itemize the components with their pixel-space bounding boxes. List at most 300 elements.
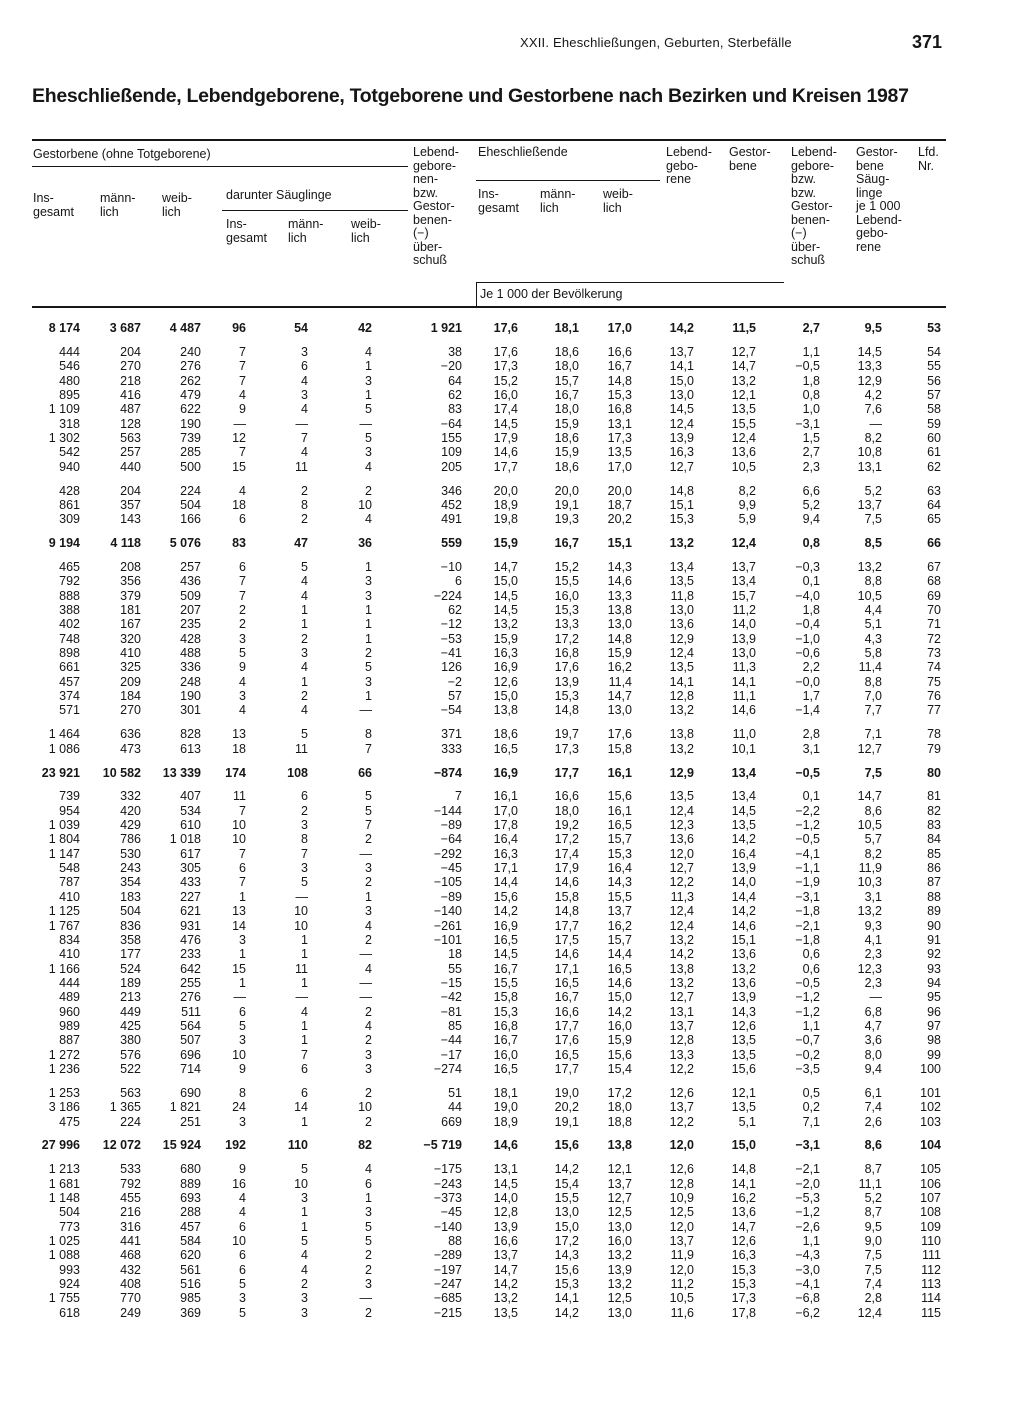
cell-lfd-nr: 54 <box>927 344 941 359</box>
cell-saeuglinge-rate: 12,3 <box>857 961 882 976</box>
cell-lg-ueberschuss-rate: −4,1 <box>795 846 820 861</box>
cell-sg-insgesamt: — <box>233 416 246 431</box>
cell-maennlich: 270 <box>120 703 141 718</box>
cell-sg-insgesamt: 10 <box>232 832 246 847</box>
cell-e-insgesamt: 16,1 <box>493 789 518 804</box>
cell-maennlich: 358 <box>120 932 141 947</box>
cell-lebendgeborene-rate: 14,1 <box>669 674 694 689</box>
cell-saeuglinge-rate: 13,2 <box>857 904 882 919</box>
cell-lfd-nr: 95 <box>927 990 941 1005</box>
cell-sg-maennlich: 4 <box>301 1004 308 1019</box>
cell-lg-ueberschuss: −45 <box>440 861 462 876</box>
cell-lebendgeborene-rate: 12,8 <box>669 1176 694 1191</box>
cell-sg-insgesamt: 14 <box>232 918 246 933</box>
cell-lg-ueberschuss: 18 <box>448 947 462 962</box>
cell-gestorbene-rate: 15,3 <box>731 1277 756 1291</box>
cell-gestorbene-rate: 13,9 <box>731 990 756 1005</box>
cell-saeuglinge-rate: 4,4 <box>864 603 882 617</box>
cell-e-insgesamt: 17,6 <box>493 321 518 335</box>
cell-lg-ueberschuss: −12 <box>440 617 462 632</box>
cell-sg-insgesamt: 6 <box>239 512 246 527</box>
cell-maennlich: 167 <box>120 617 141 632</box>
cell-insgesamt: 834 <box>59 932 80 947</box>
cell-e-weiblich: 15,5 <box>607 889 632 904</box>
cell-e-weiblich: 16,2 <box>607 660 632 675</box>
cell-e-maennlich: 15,2 <box>554 559 579 574</box>
cell-e-maennlich: 18,1 <box>554 321 579 335</box>
cell-lg-ueberschuss-rate: −1,8 <box>795 904 820 919</box>
cell-e-maennlich: 14,2 <box>554 1162 579 1177</box>
cell-lg-ueberschuss: −261 <box>433 918 462 933</box>
cell-lg-ueberschuss-rate: −2,2 <box>795 803 820 818</box>
cell-lg-ueberschuss: 7 <box>455 789 462 804</box>
cell-lebendgeborene-rate: 13,0 <box>669 387 694 402</box>
cell-sg-maennlich: 5 <box>301 1162 308 1177</box>
cell-e-insgesamt: 16,9 <box>493 765 518 780</box>
cell-lg-ueberschuss: 55 <box>448 961 462 976</box>
cell-insgesamt: 1 213 <box>48 1162 80 1177</box>
cell-lg-ueberschuss: −274 <box>433 1062 462 1076</box>
cell-sg-weiblich: 2 <box>365 932 372 947</box>
cell-saeuglinge-rate: 4,1 <box>864 932 882 947</box>
cell-sg-insgesamt: 12 <box>232 431 246 445</box>
cell-lg-ueberschuss: −243 <box>433 1176 462 1191</box>
cell-saeuglinge-rate: 7,4 <box>864 1100 882 1115</box>
cell-lebendgeborene-rate: 13,7 <box>669 1100 694 1115</box>
cell-weiblich: 504 <box>180 497 201 512</box>
cell-e-maennlich: 15,3 <box>554 689 579 704</box>
cell-sg-weiblich: 4 <box>365 512 372 527</box>
cell-e-insgesamt: 14,6 <box>493 445 518 460</box>
cell-e-weiblich: 14,2 <box>607 1004 632 1019</box>
cell-lg-ueberschuss: −45 <box>440 1205 462 1220</box>
cell-e-weiblich: 13,7 <box>607 904 632 919</box>
cell-sg-maennlich: 4 <box>301 1262 308 1277</box>
cell-gestorbene-rate: 13,0 <box>731 646 756 660</box>
cell-e-insgesamt: 14,5 <box>493 588 518 603</box>
cell-lebendgeborene-rate: 12,6 <box>669 1162 694 1177</box>
cell-lfd-nr: 61 <box>927 445 941 460</box>
cell-sg-insgesamt: 11 <box>233 789 246 804</box>
cell-lg-ueberschuss-rate: −0,5 <box>795 832 820 847</box>
cell-saeuglinge-rate: 14,7 <box>857 789 882 804</box>
cell-e-maennlich: 15,9 <box>554 416 579 431</box>
cell-gestorbene-rate: 15,1 <box>731 932 756 947</box>
cell-e-insgesamt: 13,8 <box>493 703 518 718</box>
cell-e-weiblich: 13,0 <box>607 703 632 718</box>
cell-lg-ueberschuss: 51 <box>448 1085 462 1100</box>
cell-lg-ueberschuss: 155 <box>441 431 462 445</box>
cell-sg-weiblich: 3 <box>365 1277 372 1291</box>
cell-e-maennlich: 15,6 <box>554 1138 579 1153</box>
cell-lg-ueberschuss: −140 <box>433 1219 462 1234</box>
cell-maennlich: 183 <box>120 889 141 904</box>
cell-e-weiblich: 16,2 <box>607 918 632 933</box>
cell-saeuglinge-rate: 8,6 <box>864 1138 882 1153</box>
cell-saeuglinge-rate: 13,3 <box>857 359 882 374</box>
cell-e-maennlich: 14,6 <box>554 875 579 890</box>
cell-insgesamt: 1 147 <box>48 846 80 861</box>
cell-gestorbene-rate: 13,5 <box>731 402 756 417</box>
cell-e-maennlich: 15,8 <box>554 889 579 904</box>
cell-sg-insgesamt: 83 <box>232 536 246 551</box>
cell-sg-insgesamt: 7 <box>239 846 246 861</box>
cell-insgesamt: 444 <box>59 344 80 359</box>
cell-lebendgeborene-rate: 14,2 <box>669 947 694 962</box>
cell-lg-ueberschuss-rate: 0,6 <box>802 961 820 976</box>
cell-insgesamt: 960 <box>59 1004 80 1019</box>
cell-e-insgesamt: 13,2 <box>493 617 518 632</box>
cell-saeuglinge-rate: 3,1 <box>864 889 882 904</box>
cell-e-insgesamt: 17,8 <box>493 818 518 832</box>
cell-saeuglinge-rate: 8,2 <box>864 431 882 445</box>
cell-insgesamt: 1 236 <box>48 1062 80 1076</box>
cell-e-weiblich: 17,0 <box>607 459 632 474</box>
cell-e-weiblich: 15,4 <box>607 1062 632 1076</box>
cell-e-weiblich: 14,4 <box>607 947 632 962</box>
cell-lg-ueberschuss-rate: 1,1 <box>802 1018 820 1033</box>
cell-insgesamt: 661 <box>59 660 80 675</box>
cell-maennlich: 243 <box>120 861 141 876</box>
cell-gestorbene-rate: 16,3 <box>731 1248 756 1263</box>
cell-e-maennlich: 20,0 <box>554 483 579 498</box>
cell-maennlich: 468 <box>120 1248 141 1263</box>
cell-insgesamt: 940 <box>59 459 80 474</box>
cell-sg-weiblich: 8 <box>365 727 372 742</box>
cell-insgesamt: 618 <box>59 1305 80 1320</box>
cell-weiblich: 428 <box>180 631 201 646</box>
cell-weiblich: 617 <box>180 846 201 861</box>
cell-sg-insgesamt: 13 <box>232 727 246 742</box>
cell-lfd-nr: 67 <box>927 559 941 574</box>
cell-weiblich: 561 <box>180 1262 201 1277</box>
cell-gestorbene-rate: 14,1 <box>731 674 756 689</box>
saeuglinge-underline <box>222 210 408 211</box>
cell-gestorbene-rate: 13,7 <box>731 559 756 574</box>
cell-sg-insgesamt: 1 <box>239 975 246 990</box>
cell-lg-ueberschuss-rate: −0,2 <box>795 1047 820 1062</box>
cell-lfd-nr: 93 <box>927 961 941 976</box>
cell-e-insgesamt: 14,7 <box>493 559 518 574</box>
cell-e-insgesamt: 14,4 <box>493 875 518 890</box>
cell-lg-ueberschuss-rate: 0,1 <box>802 789 820 804</box>
cell-lebendgeborene-rate: 12,8 <box>669 689 694 704</box>
cell-sg-insgesamt: 9 <box>239 1062 246 1076</box>
cell-weiblich: 620 <box>180 1248 201 1263</box>
cell-lg-ueberschuss-rate: 2,2 <box>802 660 820 675</box>
cell-lebendgeborene-rate: 13,6 <box>669 832 694 847</box>
cell-e-maennlich: 16,0 <box>554 588 579 603</box>
cell-lg-ueberschuss: 669 <box>441 1114 462 1129</box>
cell-lg-ueberschuss: −175 <box>433 1162 462 1177</box>
cell-saeuglinge-rate: 7,0 <box>864 689 882 704</box>
cell-maennlich: 12 072 <box>102 1138 141 1153</box>
cell-lfd-nr: 83 <box>927 818 941 832</box>
cell-lg-ueberschuss: 452 <box>441 497 462 512</box>
header-lfd-nr: Lfd. Nr. <box>918 145 939 173</box>
cell-weiblich: 680 <box>180 1162 201 1177</box>
cell-e-weiblich: 17,3 <box>607 431 632 445</box>
cell-sg-insgesamt: 15 <box>232 961 246 976</box>
cell-gestorbene-rate: 13,9 <box>731 861 756 876</box>
cell-sg-insgesamt: 8 <box>239 1085 246 1100</box>
cell-e-insgesamt: 14,5 <box>493 603 518 617</box>
cell-lebendgeborene-rate: 13,7 <box>669 1233 694 1248</box>
cell-e-insgesamt: 16,4 <box>493 832 518 847</box>
cell-lg-ueberschuss: −89 <box>440 818 462 832</box>
cell-e-maennlich: 15,5 <box>554 1190 579 1205</box>
cell-sg-maennlich: 1 <box>301 975 308 990</box>
cell-lg-ueberschuss-rate: −1,9 <box>795 875 820 890</box>
cell-saeuglinge-rate: 2,3 <box>864 947 882 962</box>
cell-lg-ueberschuss-rate: −2,6 <box>795 1219 820 1234</box>
cell-e-maennlich: 16,7 <box>554 387 579 402</box>
cell-lg-ueberschuss: 371 <box>441 727 462 742</box>
cell-lg-ueberschuss-rate: 1,5 <box>802 431 820 445</box>
cell-weiblich: 509 <box>180 588 201 603</box>
cell-e-weiblich: 16,7 <box>607 359 632 374</box>
cell-lg-ueberschuss-rate: 7,1 <box>802 1114 820 1129</box>
cell-maennlich: 636 <box>120 727 141 742</box>
cell-e-maennlich: 17,4 <box>554 846 579 861</box>
cell-lg-ueberschuss: −53 <box>440 631 462 646</box>
cell-sg-insgesamt: 18 <box>232 741 246 756</box>
cell-insgesamt: 993 <box>59 1262 80 1277</box>
cell-sg-maennlich: 10 <box>294 904 308 919</box>
cell-sg-maennlich: 3 <box>301 344 308 359</box>
cell-e-insgesamt: 14,5 <box>493 1176 518 1191</box>
cell-e-weiblich: 15,9 <box>607 1033 632 1048</box>
cell-sg-weiblich: — <box>359 947 372 962</box>
cell-insgesamt: 1 088 <box>48 1248 80 1263</box>
cell-e-maennlich: 20,2 <box>554 1100 579 1115</box>
cell-weiblich: 1 018 <box>169 832 201 847</box>
cell-insgesamt: 457 <box>59 674 80 689</box>
cell-e-maennlich: 16,7 <box>554 536 579 551</box>
page-title: Eheschließende, Lebendgeborene, Totgeborene und Gestorbene nach Bezirken und Kreisen 1987 <box>32 85 909 107</box>
header-top-rule <box>32 139 946 141</box>
cell-saeuglinge-rate: 7,5 <box>864 1262 882 1277</box>
cell-lg-ueberschuss: −140 <box>433 904 462 919</box>
cell-sg-insgesamt: 7 <box>239 803 246 818</box>
cell-maennlich: 429 <box>120 818 141 832</box>
cell-e-weiblich: 18,7 <box>607 497 632 512</box>
header-lebendgeborene: Lebend- gebo- rene <box>666 145 712 186</box>
cell-lg-ueberschuss: 205 <box>441 459 462 474</box>
cell-saeuglinge-rate: 8,6 <box>864 803 882 818</box>
cell-insgesamt: 898 <box>59 646 80 660</box>
cell-lfd-nr: 105 <box>920 1162 941 1177</box>
cell-lg-ueberschuss: 85 <box>448 1018 462 1033</box>
header-maennlich: männ- lich <box>100 191 136 219</box>
cell-lg-ueberschuss-rate: −1,2 <box>795 1004 820 1019</box>
cell-e-weiblich: 14,3 <box>607 875 632 890</box>
cell-weiblich: 436 <box>180 574 201 589</box>
cell-e-weiblich: 16,5 <box>607 818 632 832</box>
cell-lebendgeborene-rate: 13,2 <box>669 975 694 990</box>
cell-lg-ueberschuss-rate: −4,1 <box>795 1277 820 1291</box>
cell-sg-weiblich: — <box>359 416 372 431</box>
cell-maennlich: 189 <box>120 975 141 990</box>
cell-weiblich: 166 <box>180 512 201 527</box>
cell-e-maennlich: 15,0 <box>554 1219 579 1234</box>
cell-lfd-nr: 97 <box>927 1018 941 1033</box>
cell-maennlich: 3 687 <box>109 321 141 335</box>
cell-maennlich: 522 <box>120 1062 141 1076</box>
cell-sg-weiblich: 5 <box>365 789 372 804</box>
cell-gestorbene-rate: 14,8 <box>731 1162 756 1177</box>
cell-weiblich: 369 <box>180 1305 201 1320</box>
cell-e-weiblich: 11,4 <box>608 674 632 689</box>
cell-weiblich: 227 <box>180 889 201 904</box>
cell-e-maennlich: 15,6 <box>554 1262 579 1277</box>
cell-sg-insgesamt: 9 <box>239 402 246 417</box>
cell-maennlich: 204 <box>120 483 141 498</box>
cell-e-maennlich: 14,2 <box>554 1305 579 1320</box>
cell-maennlich: 208 <box>120 559 141 574</box>
cell-lfd-nr: 79 <box>927 741 941 756</box>
cell-lfd-nr: 72 <box>927 631 941 646</box>
cell-lg-ueberschuss-rate: −5,3 <box>795 1190 820 1205</box>
header-e-weiblich: weib- lich <box>603 187 633 215</box>
cell-sg-insgesamt: 3 <box>239 631 246 646</box>
cell-e-maennlich: 19,7 <box>554 727 579 742</box>
cell-sg-weiblich: 3 <box>365 445 372 460</box>
header-sg-weiblich: weib- lich <box>351 217 381 245</box>
header-saeuglinge-rate: Gestor- bene Säug- linge je 1 000 Lebend- gebo- rene <box>856 145 902 254</box>
cell-sg-weiblich: 2 <box>365 1114 372 1129</box>
cell-e-insgesamt: 16,9 <box>493 660 518 675</box>
cell-maennlich: 181 <box>120 603 141 617</box>
cell-lebendgeborene-rate: 12,7 <box>669 459 694 474</box>
cell-sg-insgesamt: 5 <box>239 1305 246 1320</box>
cell-lg-ueberschuss-rate: 9,4 <box>802 512 820 527</box>
cell-lebendgeborene-rate: 13,6 <box>669 617 694 632</box>
cell-lfd-nr: 60 <box>927 431 941 445</box>
cell-saeuglinge-rate: 7,5 <box>864 1248 882 1263</box>
cell-saeuglinge-rate: 12,9 <box>857 373 882 388</box>
cell-gestorbene-rate: 13,5 <box>731 1100 756 1115</box>
cell-lebendgeborene-rate: 13,0 <box>669 603 694 617</box>
cell-gestorbene-rate: 16,4 <box>731 846 756 861</box>
cell-lfd-nr: 85 <box>927 846 941 861</box>
cell-saeuglinge-rate: 9,5 <box>864 1219 882 1234</box>
cell-lg-ueberschuss-rate: −0,6 <box>795 646 820 660</box>
cell-e-maennlich: 17,6 <box>554 1033 579 1048</box>
cell-insgesamt: 1 755 <box>48 1291 80 1306</box>
cell-sg-weiblich: 2 <box>365 1262 372 1277</box>
cell-sg-weiblich: 1 <box>365 387 372 402</box>
cell-gestorbene-rate: 15,3 <box>731 1262 756 1277</box>
cell-saeuglinge-rate: 7,5 <box>864 512 882 527</box>
cell-lebendgeborene-rate: 10,5 <box>669 1291 694 1306</box>
cell-lebendgeborene-rate: 12,7 <box>669 861 694 876</box>
cell-insgesamt: 475 <box>59 1114 80 1129</box>
cell-sg-insgesamt: 1 <box>239 889 246 904</box>
cell-sg-weiblich: 1 <box>365 359 372 374</box>
header-darunter-saeuglinge: darunter Säuglinge <box>226 188 332 202</box>
cell-lg-ueberschuss: 64 <box>448 373 462 388</box>
cell-sg-insgesamt: 3 <box>239 932 246 947</box>
cell-sg-weiblich: 2 <box>365 1033 372 1048</box>
cell-e-insgesamt: 17,9 <box>493 431 518 445</box>
cell-e-insgesamt: 16,6 <box>493 1233 518 1248</box>
cell-weiblich: 610 <box>180 818 201 832</box>
cell-saeuglinge-rate: 5,2 <box>864 1190 882 1205</box>
cell-weiblich: 190 <box>180 689 201 704</box>
cell-e-maennlich: 17,5 <box>554 932 579 947</box>
cell-sg-maennlich: — <box>295 889 308 904</box>
cell-sg-weiblich: 7 <box>365 741 372 756</box>
cell-e-insgesamt: 16,5 <box>493 932 518 947</box>
cell-saeuglinge-rate: 10,5 <box>857 588 882 603</box>
cell-weiblich: 288 <box>180 1205 201 1220</box>
cell-e-insgesamt: 15,5 <box>493 975 518 990</box>
cell-sg-insgesamt: 192 <box>225 1138 246 1153</box>
cell-lg-ueberschuss: 559 <box>441 536 462 551</box>
cell-sg-insgesamt: 6 <box>239 861 246 876</box>
header-gestorbene-rate: Gestor- bene <box>729 145 771 173</box>
cell-weiblich: 248 <box>180 674 201 689</box>
cell-e-insgesamt: 20,0 <box>493 483 518 498</box>
cell-lfd-nr: 104 <box>920 1138 941 1153</box>
cell-sg-weiblich: 5 <box>365 660 372 675</box>
cell-sg-insgesamt: 13 <box>232 904 246 919</box>
cell-lfd-nr: 53 <box>927 321 941 335</box>
cell-e-insgesamt: 15,0 <box>493 689 518 704</box>
cell-sg-weiblich: 3 <box>365 1047 372 1062</box>
cell-e-maennlich: 16,6 <box>554 789 579 804</box>
header-weiblich: weib- lich <box>162 191 192 219</box>
cell-weiblich: 488 <box>180 646 201 660</box>
cell-lebendgeborene-rate: 11,2 <box>670 1277 694 1291</box>
cell-sg-maennlich: 3 <box>301 387 308 402</box>
cell-e-maennlich: 16,6 <box>554 1004 579 1019</box>
cell-insgesamt: 23 921 <box>41 765 80 780</box>
cell-lebendgeborene-rate: 13,7 <box>669 1018 694 1033</box>
cell-lfd-nr: 76 <box>927 689 941 704</box>
cell-lg-ueberschuss-rate: 0,2 <box>802 1100 820 1115</box>
cell-gestorbene-rate: 15,7 <box>731 588 756 603</box>
cell-insgesamt: 1 804 <box>48 832 80 847</box>
cell-e-insgesamt: 16,8 <box>493 1018 518 1033</box>
cell-lebendgeborene-rate: 13,2 <box>669 932 694 947</box>
header-insgesamt: Ins- gesamt <box>33 191 74 219</box>
cell-lfd-nr: 96 <box>927 1004 941 1019</box>
cell-e-insgesamt: 16,5 <box>493 741 518 756</box>
cell-lg-ueberschuss: −10 <box>440 559 462 574</box>
cell-e-weiblich: 20,2 <box>607 512 632 527</box>
cell-sg-insgesamt: 7 <box>239 588 246 603</box>
cell-maennlich: 487 <box>120 402 141 417</box>
cell-e-weiblich: 16,1 <box>607 765 632 780</box>
cell-sg-insgesamt: 4 <box>239 483 246 498</box>
cell-maennlich: 10 582 <box>102 765 141 780</box>
cell-gestorbene-rate: 16,2 <box>731 1190 756 1205</box>
cell-sg-maennlich: 6 <box>301 789 308 804</box>
cell-e-weiblich: 15,9 <box>607 646 632 660</box>
cell-lg-ueberschuss-rate: −6,8 <box>795 1291 820 1306</box>
cell-e-insgesamt: 16,5 <box>493 1062 518 1076</box>
cell-lebendgeborene-rate: 12,8 <box>669 1033 694 1048</box>
cell-insgesamt: 428 <box>59 483 80 498</box>
cell-saeuglinge-rate: 8,5 <box>864 536 882 551</box>
cell-e-weiblich: 16,1 <box>607 803 632 818</box>
cell-weiblich: 985 <box>180 1291 201 1306</box>
cell-sg-maennlich: 1 <box>301 1114 308 1129</box>
cell-lg-ueberschuss-rate: −0,5 <box>795 765 820 780</box>
cell-lg-ueberschuss-rate: −1,8 <box>795 932 820 947</box>
